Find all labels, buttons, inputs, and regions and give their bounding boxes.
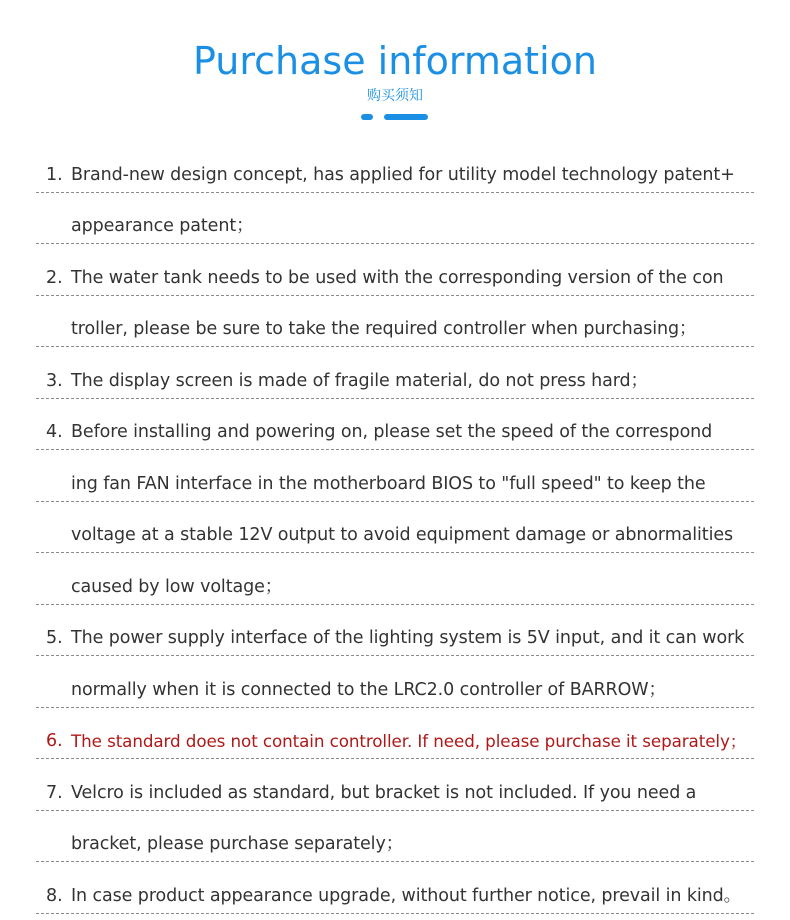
list-item-text: ing fan FAN interface in the motherboard BIOS to "full speed" to keep the (71, 473, 706, 494)
list-item-text: The power supply interface of the lighting system is 5V input, and it can work (71, 628, 745, 648)
list-item-text: The water tank needs to be used with the corresponding version of the con (71, 267, 724, 288)
list-item-text: Before installing and powering on, please set the speed of the correspond (71, 422, 713, 442)
list-item-text: bracket, please purchase separately； (71, 834, 404, 854)
list-item-text: voltage at a stable 12V output to avoid equipment damage or abnormalities (71, 525, 734, 545)
list-item-continuation (36, 811, 754, 863)
list-item-text: caused by low voltage； (71, 576, 283, 597)
list-item-text: appearance patent； (71, 216, 254, 236)
list-item-continuation (36, 502, 754, 554)
title-decoration-dot (361, 114, 373, 120)
list-item (36, 708, 754, 760)
list-item-number: 6. (46, 731, 63, 751)
list-item-text: troller, please be sure to take the required controller when purchasing； (71, 319, 697, 339)
list-item-text: In case product appearance upgrade, without further notice, prevail in kind。 (71, 885, 742, 906)
purchase-notice-list (36, 141, 754, 914)
list-item-number: 8. (46, 885, 63, 906)
title-decoration-bar (384, 114, 428, 120)
list-item-continuation (36, 656, 754, 708)
list-item-text: The standard does not contain controller. If need, please purchase it separately； (71, 731, 747, 751)
list-item-continuation (36, 193, 754, 245)
list-item (36, 605, 754, 657)
list-item-number: 3. (46, 370, 63, 391)
list-item-continuation (36, 450, 754, 502)
list-item-text: The display screen is made of fragile material, do not press hard； (71, 370, 648, 391)
list-item-continuation (36, 296, 754, 348)
list-item-text: Brand-new design concept, has applied for utility model technology patent+ (71, 164, 735, 185)
list-item-number: 4. (46, 422, 63, 442)
list-item-text: normally when it is connected to the LRC2.0 controller of BARROW； (71, 679, 666, 700)
list-item (36, 759, 754, 811)
list-item-text: Velcro is included as standard, but bracket is not included. If you need a (71, 782, 697, 803)
list-item (36, 862, 754, 914)
list-item (36, 244, 754, 296)
list-item-continuation (36, 553, 754, 605)
list-item (36, 347, 754, 399)
list-item-number: 5. (46, 628, 63, 648)
page-subtitle: 购买须知 (367, 88, 423, 104)
list-item-number: 1. (46, 164, 63, 185)
list-item-number: 7. (46, 782, 63, 803)
list-item (36, 141, 754, 193)
page-title: Purchase information (193, 39, 597, 83)
list-item-number: 2. (46, 267, 63, 288)
list-item (36, 399, 754, 451)
